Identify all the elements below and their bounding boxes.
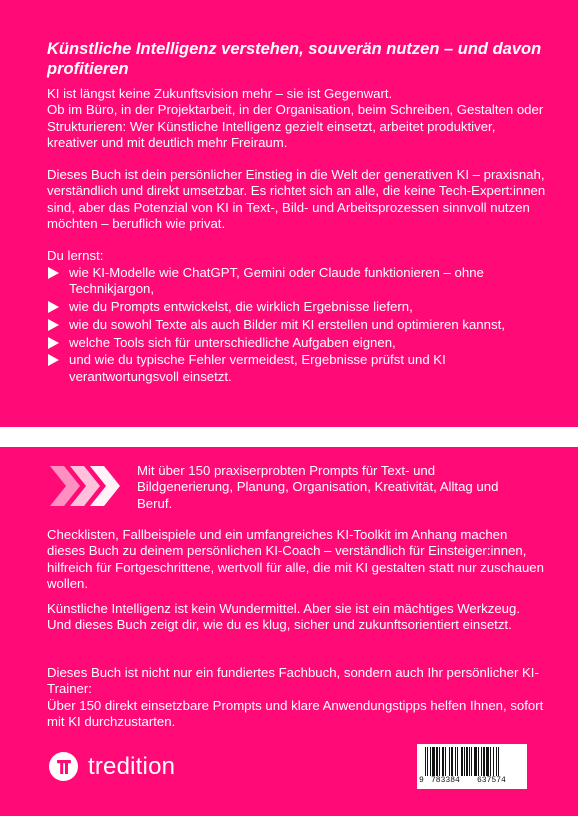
publisher-logo	[49, 752, 175, 781]
divider-band	[0, 427, 578, 447]
triangle-right-icon	[48, 301, 59, 313]
trainer-line-2: Über 150 direkt einsetzbare Prompts und klare Anwendungstipps helfen Ihnen, sofort mit KI durchzustarten.	[47, 697, 544, 729]
publisher-name: tredition	[88, 752, 176, 780]
triangle-right-icon	[48, 337, 59, 349]
intro-text	[47, 86, 547, 151]
intro-line-2: Ob im Büro, in der Projektarbeit, in der Organisation, beim Schreiben, Gestalten oder Strukturieren: Wer Künstliche Intelligenz gezielt einsetzt, arbeitet produktiver, kreativer und mit deutlich mehr Freiraum.	[47, 102, 544, 150]
toolkit-text: Checklisten, Fallbeispiele und ein umfangreiches KI-Toolkit im Anhang machen dieses Buch zu deinem persönlichen KI-Coach – verständlich für Einsteiger:innen, hilfreich für Fortgeschrittene, wertvoll für alle, die mit KI gestalten statt nur zuschauen wollen.	[47, 527, 544, 591]
tredition-logo-icon	[49, 752, 78, 781]
triangle-right-icon	[48, 354, 59, 366]
chevron-arrows-icon	[50, 466, 122, 506]
triangle-right-icon	[48, 319, 59, 331]
isbn-barcode	[417, 744, 527, 789]
barcode-bars	[425, 747, 524, 776]
learn-heading: Du lernst:	[47, 248, 104, 263]
list-item: und wie du typische Fehler vermeidest, Ergebnisse prüfst und KI verantwortungsvoll einsetzt.	[47, 352, 547, 385]
headline: Künstliche Intelligenz verstehen, souverän nutzen – und davon profitieren	[47, 40, 542, 78]
triangle-right-icon	[48, 267, 59, 279]
trainer-text	[47, 665, 547, 730]
description-text: Dieses Buch ist dein persönlicher Einstieg in die Welt der generativen KI – praxisnah, verständlich und direkt umsetzbar. Es richtet sich an alle, die keine Tech-Expert:innen sind, aber das Potenzial von KI in Text-, Bild- und Arbeitsprozessen sinnvoll nutzen möchten – beruflich wie privat.	[47, 167, 546, 231]
tool-text: Künstliche Intelligenz ist kein Wundermittel. Aber sie ist ein mächtiges Werkzeug. Und dieses Buch zeigt dir, wie du es klug, sicher und zukunftsorientiert einsetzt.	[47, 601, 521, 633]
learn-list	[47, 265, 547, 387]
prompts-highlight: Mit über 150 praxiserprobten Prompts für Text- und Bildgenerierung, Planung, Organisation, Kreativität, Alltag und Beruf.	[137, 463, 499, 511]
trainer-line-1: Dieses Buch ist nicht nur ein fundiertes Fachbuch, sondern auch Ihr persönlicher KI-Trainer:	[47, 665, 539, 697]
intro-line-1: KI ist längst keine Zukunftsvision mehr – sie ist Gegenwart.	[47, 86, 393, 101]
list-item: wie du Prompts entwickelst, die wirklich Ergebnisse liefern,	[47, 299, 547, 315]
list-item: wie KI-Modelle wie ChatGPT, Gemini oder Claude funktionieren – ohne Technikjargon,	[47, 265, 547, 298]
list-item: wie du sowohl Texte als auch Bilder mit KI erstellen und optimieren kannst,	[47, 317, 547, 333]
barcode-digits: 9 783384 637574	[419, 776, 506, 785]
list-item: welche Tools sich für unterschiedliche Aufgaben eignen,	[47, 335, 547, 351]
